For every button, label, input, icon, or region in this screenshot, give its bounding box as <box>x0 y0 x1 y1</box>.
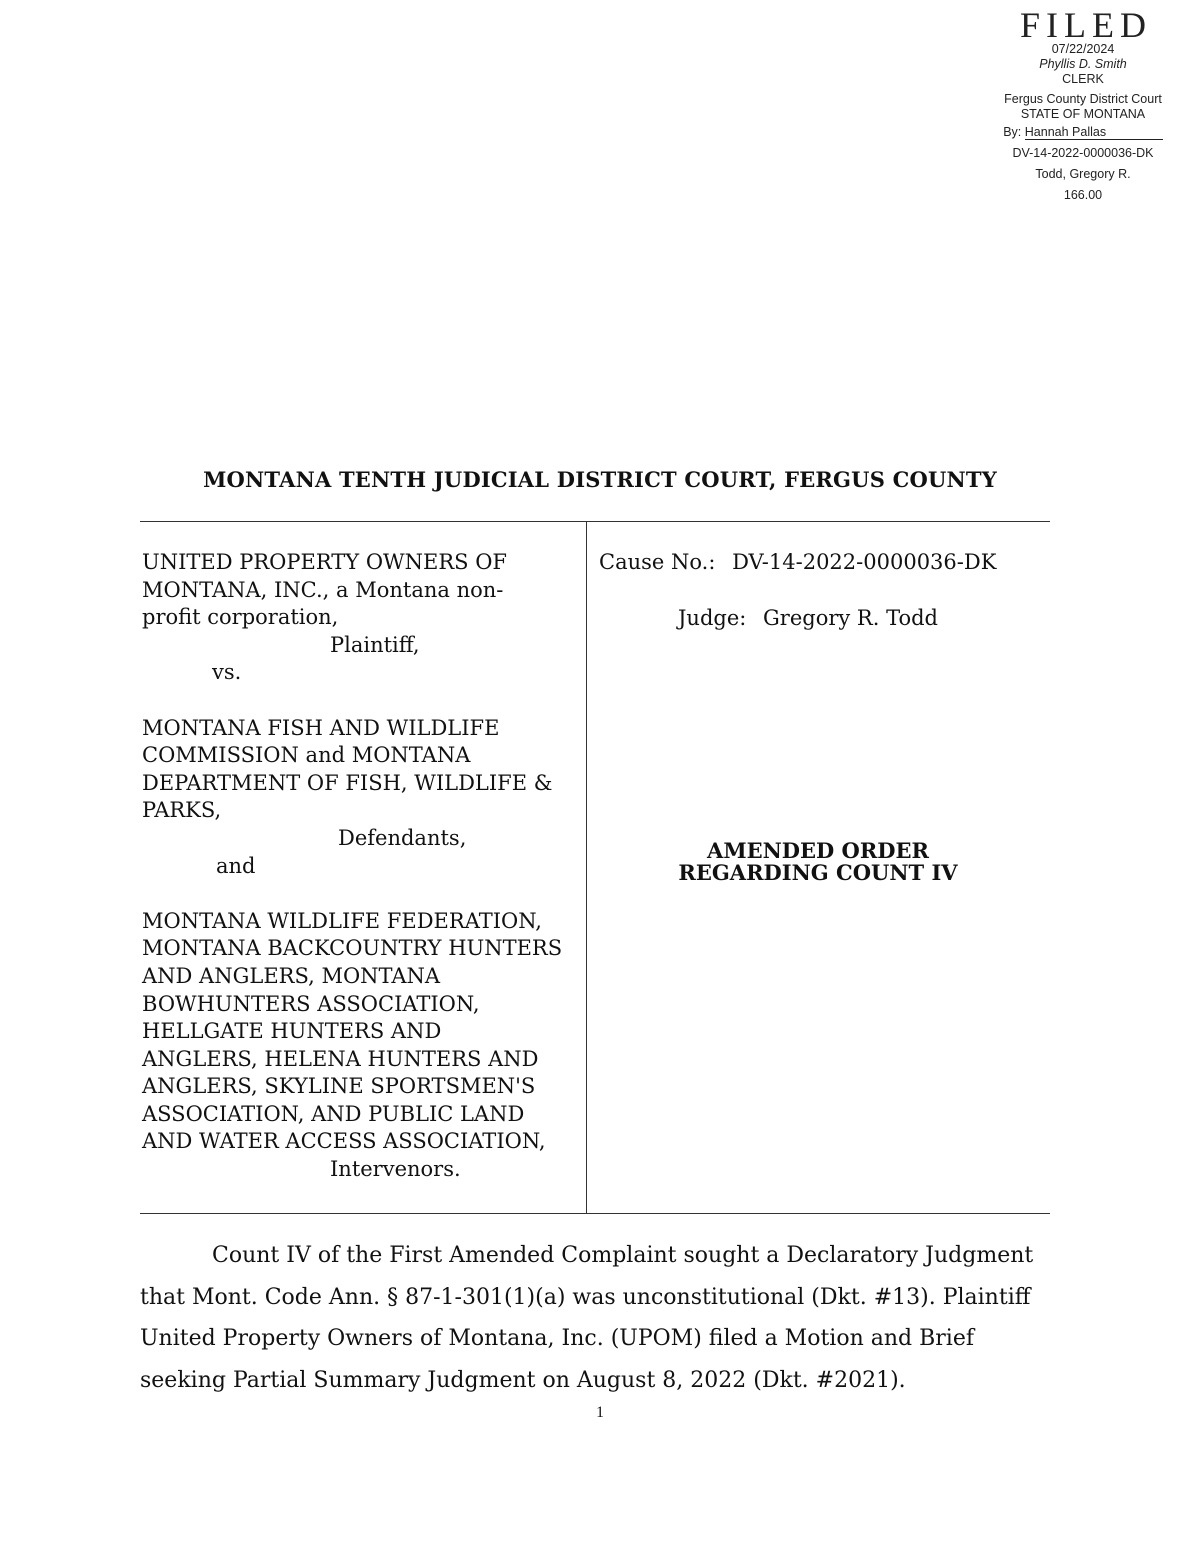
stamp-by-line <box>990 125 1176 140</box>
stamp-by-name: Hannah Pallas <box>1025 126 1163 140</box>
case-parties <box>142 549 582 1184</box>
intervenor-name: MONTANA WILDLIFE FEDERATION, MONTANA BACKCOUNTRY HUNTERS AND ANGLERS, MONTANA BOWHUNTERS ASSOCIATION, HELLGATE HUNTERS AND ANGLERS, HELENA HUNTERS AND ANGLERS, SKYLINE SPORTSMEN'S ASSOCIATION, AND PUBLIC LAND AND WATER ACCESS ASSOCIATION, <box>142 908 563 1154</box>
page-number: 1 <box>596 1404 604 1421</box>
plaintiff-role: Plaintiff, <box>330 632 420 657</box>
judge-line <box>599 605 1050 633</box>
filed-stamp <box>990 5 1176 203</box>
stamp-by-label: By: <box>1003 125 1022 139</box>
stamp-date: 07/22/2024 <box>1051 42 1115 56</box>
order-title-line-1: AMENDED ORDER <box>707 838 929 863</box>
stamp-clerk-label: CLERK <box>1062 72 1104 86</box>
case-info <box>599 549 1050 632</box>
body-paragraph: Count IV of the First Amended Complaint sought a Declaratory Judgment that Mont. Code Ann. § 87-1-301(1)(a) was unconstitutional (Dkt. #13). Plaintiff United Property Owners of Montana, Inc. (UPOM) filed a Motion and Brief seeking Partial Summary Judgment on August 8, 2022 (Dkt. #2021). <box>140 1243 1034 1393</box>
order-title <box>600 840 1036 884</box>
cause-label: Cause No.: <box>599 550 716 574</box>
intervenor-role: Intervenors. <box>330 1157 461 1182</box>
court-heading: MONTANA TENTH JUDICIAL DISTRICT COURT, FERGUS COUNTY <box>203 467 997 492</box>
caption-bottom-rule <box>140 1213 1050 1214</box>
stamp-amount: 166.00 <box>1063 188 1103 202</box>
defendant-name: MONTANA FISH AND WILDLIFE COMMISSION and MONTANA DEPARTMENT OF FISH, WILDLIFE & PARKS, <box>142 715 553 823</box>
judge-name: Gregory R. Todd <box>763 605 939 630</box>
plaintiff-name: UNITED PROPERTY OWNERS OF MONTANA, INC., a Montana non- profit corporation, <box>142 550 507 630</box>
stamp-judge: Todd, Gregory R. <box>1035 167 1131 181</box>
judge-label: Judge: <box>678 605 747 630</box>
stamp-title: FILED <box>1020 5 1152 45</box>
cause-number: DV-14-2022-0000036-DK <box>732 550 997 574</box>
stamp-clerk-name: Phyllis D. Smith <box>1039 57 1127 71</box>
conjunction-label: and <box>216 853 256 878</box>
versus-label: vs. <box>212 660 242 685</box>
stamp-state: STATE OF MONTANA <box>1020 107 1146 121</box>
caption-top-rule <box>140 521 1050 522</box>
stamp-court: Fergus County District Court <box>1004 92 1162 106</box>
stamp-case-number: DV-14-2022-0000036-DK <box>1012 146 1154 160</box>
cause-number-line <box>599 549 1050 577</box>
order-title-line-2: REGARDING COUNT IV <box>678 860 958 885</box>
caption-divider <box>586 521 587 1214</box>
defendant-role: Defendants, <box>338 825 467 850</box>
